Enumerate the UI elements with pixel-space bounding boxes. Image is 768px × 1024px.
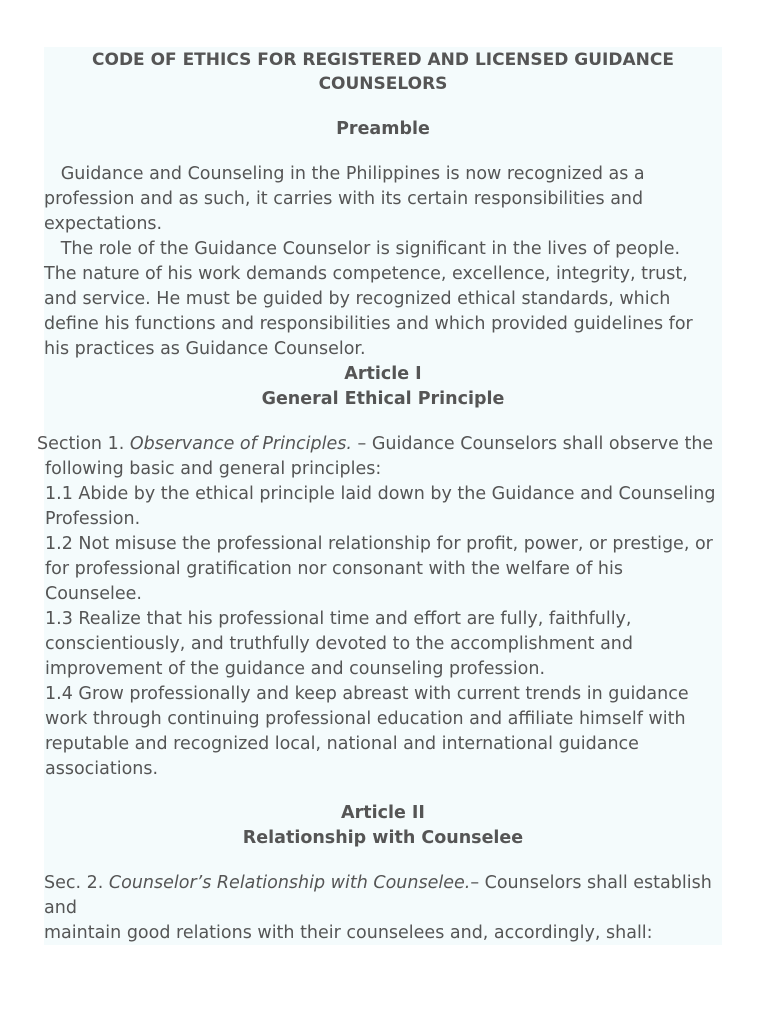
article-1-number: Article I — [344, 364, 422, 384]
section-2-title: Counselor’s Relationship with Counselee. — [108, 873, 471, 893]
article-1-name: General Ethical Principle — [261, 389, 505, 409]
article-1-line-6: Counselee. — [45, 584, 142, 604]
article-1-line-3: Profession. — [45, 509, 141, 529]
section-1-title: Observance of Principles. — [129, 434, 352, 454]
section-1-heading — [37, 432, 713, 457]
document-title-line-2: COUNSELORS — [318, 74, 448, 94]
article-1-line-10: 1.4 Grow professionally and keep abreast with current trends in guidance — [45, 684, 689, 704]
article-1-line-12: reputable and recognized local, national and international guidance — [45, 734, 639, 754]
article-1-line-7: 1.3 Realize that his professional time and effort are fully, faithfully, — [45, 609, 632, 629]
article-1-line-11: work through continuing professional education and affiliate himself with — [45, 709, 686, 729]
document-page — [37, 47, 722, 945]
article-1-line-2: 1.1 Abide by the ethical principle laid down by the Guidance and Counseling — [45, 484, 716, 504]
section-2-text: – Counselors shall establish — [470, 873, 712, 893]
article-1-line-1: following basic and general principles: — [45, 459, 382, 479]
article-1-line-13: associations. — [45, 759, 159, 779]
section-1-text: – Guidance Counselors shall observe the — [351, 434, 714, 454]
preamble-line-6: and service. He must be guided by recognized ethical standards, which — [44, 289, 671, 309]
section-2-heading — [44, 871, 712, 896]
article-1-line-5: for professional gratification nor consonant with the welfare of his — [45, 559, 623, 579]
preamble-line-5: The nature of his work demands competence, excellence, integrity, trust, — [44, 264, 688, 284]
article-2-line-2: maintain good relations with their counselees and, accordingly, shall: — [44, 923, 653, 943]
document-title-line-1: CODE OF ETHICS FOR REGISTERED AND LICENSED GUIDANCE — [92, 50, 674, 70]
preamble-line-2: profession and as such, it carries with its certain responsibilities and — [44, 189, 644, 209]
article-1-line-4: 1.2 Not misuse the professional relationship for profit, power, or prestige, or — [45, 534, 713, 554]
section-1-prefix: Section 1. — [37, 434, 130, 454]
article-2-name: Relationship with Counselee — [242, 828, 524, 848]
preamble-line-3: expectations. — [44, 214, 163, 234]
preamble-heading: Preamble — [336, 119, 430, 139]
article-2-number: Article II — [341, 803, 425, 823]
preamble-line-8: his practices as Guidance Counselor. — [44, 339, 366, 359]
preamble-line-7: define his functions and responsibilities and which provided guidelines for — [44, 314, 693, 334]
section-2-prefix: Sec. 2. — [44, 873, 109, 893]
preamble-line-4: The role of the Guidance Counselor is significant in the lives of people. — [44, 239, 681, 259]
article-1-line-8: conscientiously, and truthfully devoted to the accomplishment and — [45, 634, 634, 654]
preamble-line-1: Guidance and Counseling in the Philippines is now recognized as a — [44, 164, 645, 184]
article-2-line-1: and — [44, 898, 77, 918]
article-1-line-9: improvement of the guidance and counseling profession. — [45, 659, 546, 679]
